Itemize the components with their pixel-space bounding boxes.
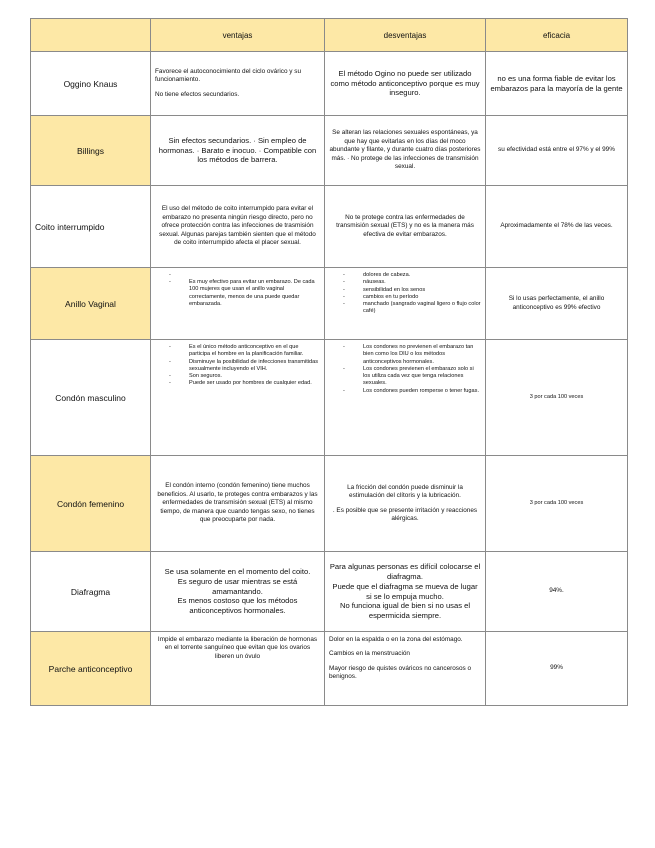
ventajas-diafragma: Se usa solamente en el momento del coito. Es seguro de usar mientras se está amamantando. Es menos costoso que los métodos anticonceptivos hormonales. [151,552,325,632]
ventajas-anillo-list [155,272,320,308]
desventajas-condon-femenino [325,456,486,552]
desventajas-condon-masculino [325,340,486,456]
row-ogino [31,52,628,116]
method-name-coito: Coito interrumpido [31,186,151,268]
desventajas-coito: No te protege contra las enfermedades de transmisión sexual (ETS) y no es la manera más efectiva de evitar embarazos. [325,186,486,268]
ventajas-anillo [151,268,325,340]
header-desventajas: desventajas [325,19,486,52]
desventajas-parche-p1: Dolor en la espalda o en la zona del estómago. [329,636,463,643]
method-name-ogino: Oggino Knaus [31,52,151,116]
row-anillo [31,268,628,340]
list-item: - Los condones previenen el embarazo solo si los utiliza cada vez que tenga relaciones sexuales. [329,366,481,388]
ventajas-parche: Impide el embarazo mediante la liberación de hormonas en el torrente sanguíneo que evitan que los ovarios liberen un óvulo [151,632,325,706]
list-item: - manchado (sangrado vaginal ligero o flujo color café) [329,301,481,316]
ventajas-condon-femenino: El condón interno (condón femenino) tiene muchos beneficios. Al usarlo, te proteges contra embarazos y las enfermedades de transmisión sexual (ETS) al mismo tiempo, de manera que cuando tengas sexo, no tienes que preocuparte por nada. [151,456,325,552]
desventajas-billings: Se alteran las relaciones sexuales espontáneas, ya que hay que evitarlas en los días del moco abundante y filante, y durante cuatro días posteriores más. · No protege de las infecciones de transmisión sexual. [325,116,486,186]
eficacia-condon-masculino: 3 por cada 100 veces [486,340,628,456]
ventajas-coito: El uso del método de coito interrumpido para evitar el embarazo no presenta ningún riesgo directo, pero no ofrece protección contra las infecciones de trasmisión sexual. Algunas parejas también sienten que el método de coito interrumpido afecta el placer sexual. [151,186,325,268]
row-condon-masculino [31,340,628,456]
desventajas-parche-p3: Mayor riesgo de quistes ováricos no cancerosos o benignos. [329,664,472,681]
header-eficacia: eficacia [486,19,628,52]
header-ventajas: ventajas [151,19,325,52]
contraceptive-table [30,18,628,706]
ventajas-condon-masculino [151,340,325,456]
eficacia-condon-femenino: 3 por cada 100 veces [486,456,628,552]
row-diafragma [31,552,628,632]
list-item: - Es el único método anticonceptivo en el que participa el hombre en la planificación familiar. [155,344,320,359]
list-item: - dolores de cabeza. [329,272,481,279]
desventajas-condon-femenino-p2: . Es posible que se presente irritación y reacciones alérgicas. [332,506,478,522]
method-name-condon-femenino: Condón femenino [31,456,151,552]
desventajas-condon-femenino-p1: La fricción del condón puede disminuir la estimulación del clítoris y la lubricación. [347,483,463,500]
row-parche [31,632,628,706]
eficacia-billings: su efectividad está entre el 97% y el 99% [486,116,628,186]
method-name-billings: Billings [31,116,151,186]
method-name-anillo: Anillo Vaginal [31,268,151,340]
desventajas-anillo-list [329,272,481,316]
header-blank [31,19,151,52]
ventajas-ogino-p1: Favorece el autoconocimiento del ciclo ovárico y su funcionamiento. [155,67,301,84]
desventajas-ogino: El método Ogino no puede ser utilizado como método anticonceptivo porque es muy inseguro. [325,52,486,116]
list-item: - sensibilidad en los senos [329,287,481,294]
header-row [31,19,628,52]
list-item: - Los condones no previenen el embarazo tan bien como los DIU o los métodos anticonceptivos hormonales. [329,344,481,366]
row-coito [31,186,628,268]
method-name-condon-masculino: Condón masculino [31,340,151,456]
list-item: - náuseas. [329,279,481,286]
row-condon-femenino [31,456,628,552]
list-item: - Puede ser usado por hombres de cualquier edad. [155,380,320,387]
list-item [155,272,320,279]
row-billings [31,116,628,186]
desventajas-parche-p2: Cambios en la menstruación [329,650,410,658]
eficacia-coito: Aproximadamente el 78% de las veces. [486,186,628,268]
desventajas-anillo [325,268,486,340]
desventajas-diafragma: Para algunas personas es difícil colocarse el diafragma. Puede que el diafragma se mueva de lugar si se lo empuja mucho. No funciona igual de bien si no usas el espermicida siempre. [325,552,486,632]
ventajas-ogino [151,52,325,116]
ventajas-billings: Sin efectos secundarios. · Sin empleo de hormonas. · Barato e inocuo. · Compatible con los métodos de barrera. [151,116,325,186]
desventajas-parche [325,632,486,706]
ventajas-condon-masculino-list [155,344,320,388]
list-item: - Son seguros. [155,373,320,380]
eficacia-anillo: Si lo usas perfectamente, el anillo anticonceptivo es 99% efectivo [486,268,628,340]
list-item: - Es muy efectivo para evitar un embarazo. De cada 100 mujeres que usan el anillo vaginal correctamente, menos de una puede quedar embarazada. [155,279,320,308]
method-name-parche: Parche anticonceptivo [31,632,151,706]
list-item: - Los condones pueden romperse o tener fugas. [329,388,481,395]
ventajas-ogino-p2: No tiene efectos secundarios. [155,90,240,98]
desventajas-condon-masculino-list [329,344,481,395]
eficacia-diafragma: 94%. [486,552,628,632]
method-name-diafragma: Diafragma [31,552,151,632]
eficacia-ogino: no es una forma fiable de evitar los embarazos para la mayoría de la gente [486,52,628,116]
list-item: - cambios en tu período [329,294,481,301]
list-item: - Disminuye la posibilidad de infecciones transmitidas sexualmente incluyendo el VIH. [155,359,320,374]
eficacia-parche: 99% [486,632,628,706]
